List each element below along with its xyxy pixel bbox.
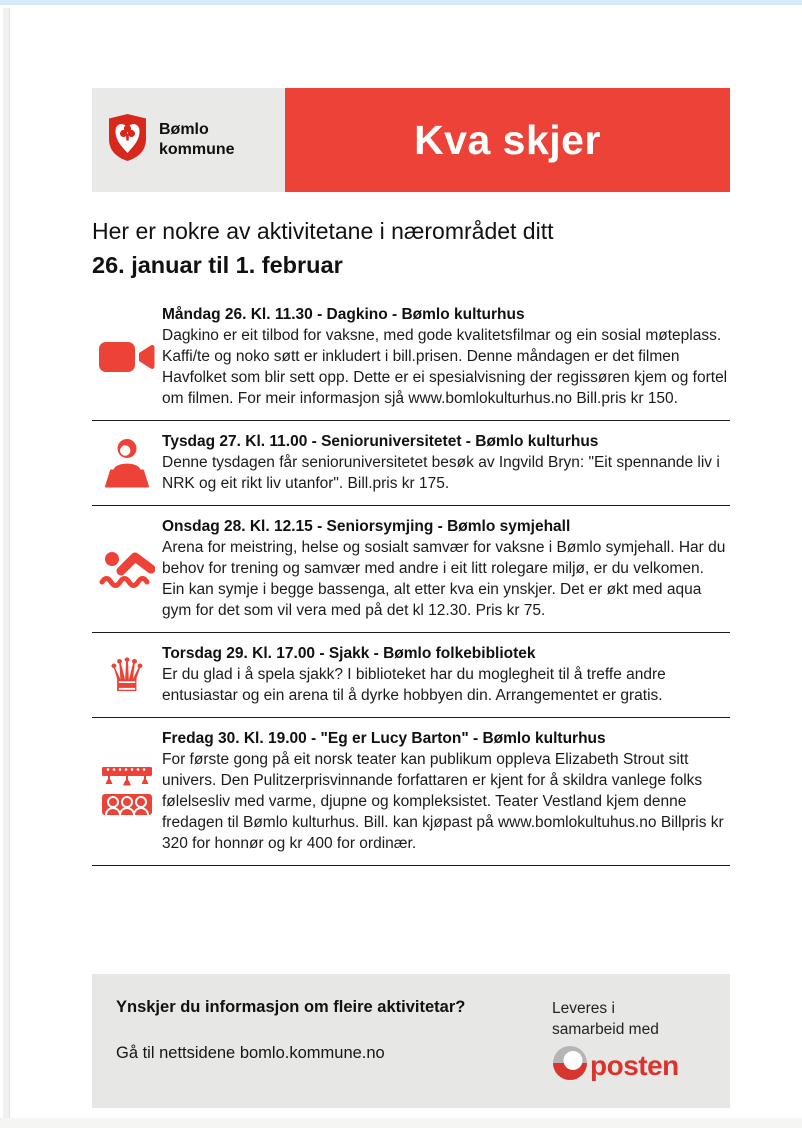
intro-subtitle: Her er nokre av aktivitetane i nærområdet ditt bbox=[92, 218, 554, 244]
footer-info bbox=[116, 998, 465, 1086]
event-description: Arena for meistring, helse og sosialt samvær for vaksne i Bømlo symjehall. Har du behov for trening og samvær med andre i eit litt rolegare miljø, er du velkomen. Ein kan symje i begge bassenga, alt etter kva ein ynskjer. Det er økt med aqua gym for det som vil vera med på det kl 12.30. Pris kr 75. bbox=[162, 539, 726, 619]
event-row bbox=[92, 421, 730, 506]
flyer-page bbox=[92, 0, 730, 1108]
intro bbox=[92, 215, 730, 282]
event-title: Torsdag 29. Kl. 17.00 - Sjakk - Bømlo folkebibliotek bbox=[162, 645, 536, 662]
event-title: Fredag 30. Kl. 19.00 - "Eg er Lucy Barton" - Bømlo kulturhus bbox=[162, 730, 606, 747]
event-description: Er du glad i å spela sjakk? I biblioteket har du moglegheit til å treffe andre entusiastar og ein arena til å dyrke hobbyen din. Arrangementet er gratis. bbox=[162, 666, 666, 704]
chess-queen-glyph: ♛ bbox=[106, 647, 148, 702]
event-text bbox=[162, 304, 730, 409]
event-row bbox=[92, 718, 730, 866]
viewer-left-edge bbox=[3, 8, 10, 1118]
event-row bbox=[92, 294, 730, 421]
posten-wordmark: posten bbox=[590, 1049, 679, 1081]
theater-audience-icon bbox=[92, 764, 162, 818]
event-title: Onsdag 28. Kl. 12.15 - Seniorsymjing - Bømlo symjehall bbox=[162, 518, 571, 535]
municipality-logo bbox=[92, 88, 285, 192]
footer bbox=[92, 974, 730, 1108]
event-title: Måndag 26. Kl. 11.30 - Dagkino - Bømlo kulturhus bbox=[162, 306, 525, 323]
chess-queen-icon bbox=[92, 647, 162, 702]
footer-partner bbox=[552, 998, 704, 1086]
footer-cta: Gå til nettsidene bomlo.kommune.no bbox=[116, 1044, 385, 1062]
event-row bbox=[92, 633, 730, 718]
logo-line-1: Bømlo bbox=[159, 121, 209, 138]
logo-line-2: kommune bbox=[159, 141, 235, 158]
event-text bbox=[162, 643, 730, 706]
partner-label-line-1: Leveres i bbox=[552, 1000, 615, 1017]
intro-date-range: 26. januar til 1. februar bbox=[92, 252, 343, 278]
banner-title: Kva skjer bbox=[414, 116, 601, 163]
event-list bbox=[92, 294, 730, 866]
video-camera-icon bbox=[92, 337, 162, 377]
posten-emblem-icon bbox=[552, 1045, 588, 1086]
event-description: Denne tysdagen får senioruniversitetet besøk av Ingvild Bryn: "Eit spennande liv i NRK og eit rikt liv utanfor". Bill.pris kr 175. bbox=[162, 454, 720, 492]
header bbox=[92, 88, 730, 192]
event-row bbox=[92, 506, 730, 633]
lecturer-icon bbox=[92, 437, 162, 489]
banner bbox=[285, 88, 730, 192]
event-title: Tysdag 27. Kl. 11.00 - Senioruniversitetet - Bømlo kulturhus bbox=[162, 433, 599, 450]
footer-question: Ynskjer du informasjon om fleire aktivitetar? bbox=[116, 998, 466, 1016]
partner-label-line-2: samarbeid med bbox=[552, 1021, 659, 1038]
event-text bbox=[162, 431, 730, 494]
bomlo-crest-icon bbox=[107, 113, 148, 167]
posten-logo bbox=[552, 1045, 704, 1086]
event-description: Dagkino er eit tilbod for vaksne, med gode kvalitetsfilmar og ein sosial møteplass. Kaffi/te og noko søtt er inkludert i bill.prisen. Denne måndagen er det filmen Havfolket som blir sett opp. Dette er ei spesialvisning der regissøren kjem og fortel om filmen. For meir informasjon sjå www.bomlokulturhus.no Bill.pris kr 150. bbox=[162, 327, 728, 407]
municipality-name bbox=[159, 120, 235, 160]
event-text bbox=[162, 516, 730, 621]
swimmer-icon bbox=[92, 547, 162, 591]
event-text bbox=[162, 728, 730, 854]
event-description: For første gong på eit norsk teater kan publikum oppleva Elizabeth Strout sitt univers. Den Pulitzerprisvinnande forfattaren er kjent for å skildra vanlege folks følelsesliv med varme, djupne og kompleksistet. Teater Vestland kjem denne fredagen til Bømlo kulturhus. Bill. kan kjøpast på www.bomlokultuhus.no Billpris kr 320 for honnør og kr 400 for ordinær. bbox=[162, 751, 724, 852]
viewer-bottom-edge bbox=[0, 1118, 802, 1128]
